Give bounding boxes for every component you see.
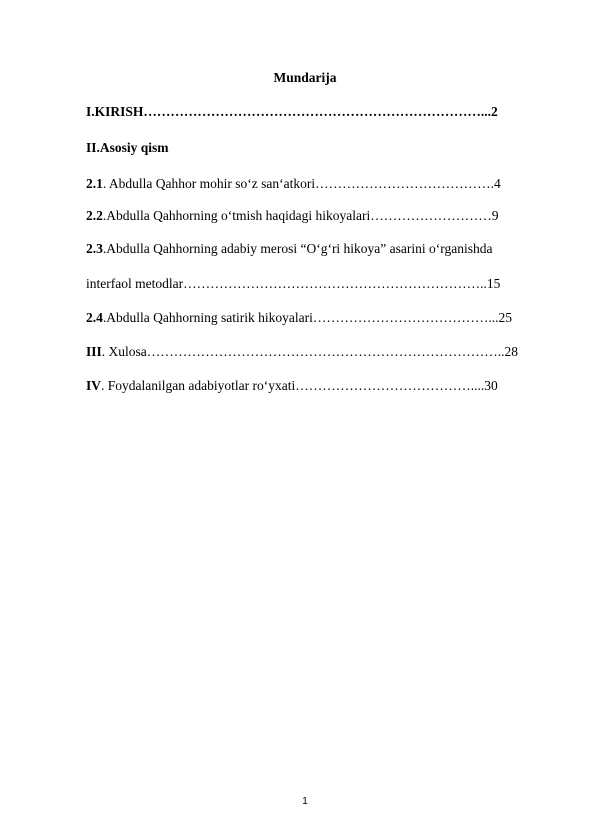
toc-entry-2-1 xyxy=(86,176,501,192)
toc-entry-number: 2.2 xyxy=(86,208,103,223)
toc-entry-text: . Xulosa……………………………………………………………………..28 xyxy=(101,344,519,359)
toc-entry-text: . Abdulla Qahhor mohir so‘z san‘atkori………………………………….4 xyxy=(102,176,501,191)
toc-entry-number: IV xyxy=(86,378,102,393)
toc-entry-text: interfaol metodlar…………………………………………………………..15 xyxy=(86,276,501,291)
toc-entry-2-4 xyxy=(86,310,512,326)
toc-entry-adabiyotlar xyxy=(86,378,498,394)
toc-entry-text: . Foydalanilgan adabiyotlar ro‘yxati…………………………………....30 xyxy=(101,378,498,393)
toc-entry-number: 2.4 xyxy=(86,310,103,325)
toc-entry-kirish xyxy=(86,104,498,120)
toc-entry-2-3 xyxy=(86,241,493,257)
toc-entry-number: 2.1 xyxy=(86,176,103,191)
toc-title: Mundarija xyxy=(273,70,337,85)
toc-entry-text: I.KIRISH…………………………………………………………………...2 xyxy=(86,104,498,119)
toc-entry-text: .Abdulla Qahhorning o‘tmish haqidagi hikoyalari………………………9 xyxy=(102,208,499,223)
toc-entry-text: II.Asosiy qism xyxy=(86,140,169,155)
toc-entry-number: 2.3 xyxy=(86,241,103,256)
toc-entry-2-2 xyxy=(86,208,498,224)
toc-entry-asosiy-qism xyxy=(86,140,169,156)
page-number: 1 xyxy=(302,796,308,807)
toc-entry-text: .Abdulla Qahhorning adabiy merosi “O‘g‘ri hikoya” asarini o‘rganishda xyxy=(102,241,493,256)
toc-entry-2-3-continued xyxy=(86,276,500,292)
toc-entry-text: .Abdulla Qahhorning satirik hikoyalari…………………………………...25 xyxy=(102,310,512,325)
toc-entry-xulosa xyxy=(86,344,518,360)
toc-entry-number: III xyxy=(86,344,102,359)
